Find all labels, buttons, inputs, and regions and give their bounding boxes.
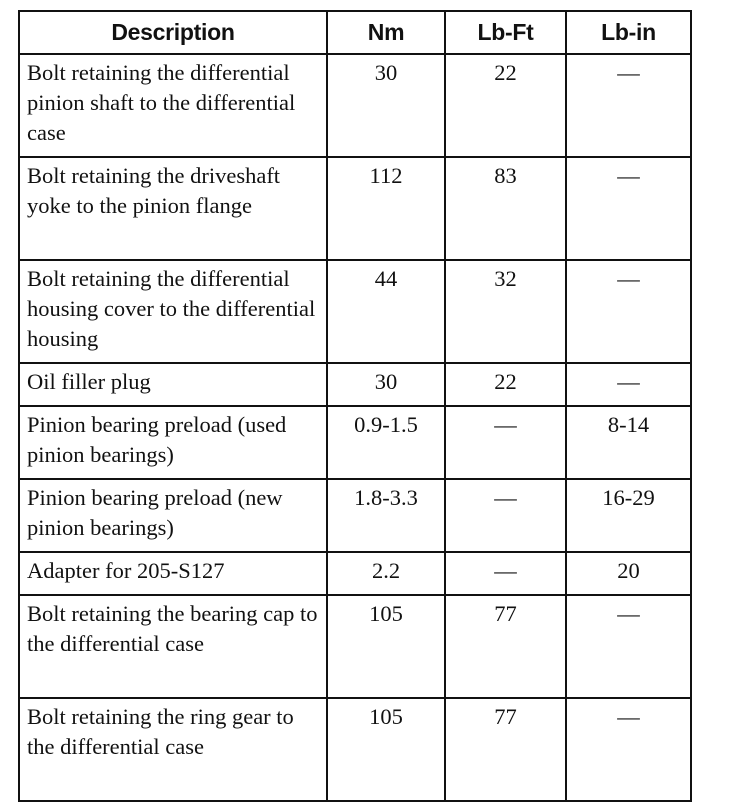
row-nm: 30 [327, 54, 445, 157]
row-lb-in: — [566, 595, 691, 698]
row-nm: 1.8-3.3 [327, 479, 445, 552]
row-lb-ft: 77 [445, 595, 566, 698]
row-description: Adapter for 205-S127 [19, 552, 327, 595]
row-lb-in: — [566, 363, 691, 406]
table-row [19, 552, 691, 595]
table-row [19, 54, 691, 157]
row-lb-ft: 22 [445, 54, 566, 157]
row-lb-ft: — [445, 552, 566, 595]
row-description: Pinion bearing preload (used pinion bearings) [19, 406, 327, 479]
table-row [19, 363, 691, 406]
row-lb-in: — [566, 54, 691, 157]
row-lb-ft: 83 [445, 157, 566, 260]
row-description: Bolt retaining the driveshaft yoke to the pinion flange [19, 157, 327, 260]
row-nm: 0.9-1.5 [327, 406, 445, 479]
header-nm: Nm [327, 11, 445, 54]
table-row [19, 595, 691, 698]
row-nm: 112 [327, 157, 445, 260]
table-row [19, 479, 691, 552]
row-lb-ft: 22 [445, 363, 566, 406]
row-lb-in: — [566, 698, 691, 801]
row-nm: 105 [327, 698, 445, 801]
row-description: Bolt retaining the bearing cap to the differential case [19, 595, 327, 698]
row-description: Oil filler plug [19, 363, 327, 406]
row-lb-ft: 32 [445, 260, 566, 363]
row-lb-ft: — [445, 479, 566, 552]
row-description: Pinion bearing preload (new pinion bearings) [19, 479, 327, 552]
row-description: Bolt retaining the differential pinion shaft to the differential case [19, 54, 327, 157]
row-lb-in: 20 [566, 552, 691, 595]
table-row [19, 406, 691, 479]
row-lb-ft: — [445, 406, 566, 479]
row-lb-ft: 77 [445, 698, 566, 801]
row-lb-in: — [566, 157, 691, 260]
row-nm: 30 [327, 363, 445, 406]
header-lb-ft: Lb-Ft [445, 11, 566, 54]
row-nm: 44 [327, 260, 445, 363]
row-nm: 105 [327, 595, 445, 698]
header-lb-in: Lb-in [566, 11, 691, 54]
row-lb-in: — [566, 260, 691, 363]
header-description: Description [19, 11, 327, 54]
row-nm: 2.2 [327, 552, 445, 595]
table-row [19, 698, 691, 801]
row-lb-in: 8-14 [566, 406, 691, 479]
row-description: Bolt retaining the ring gear to the differential case [19, 698, 327, 801]
row-description: Bolt retaining the differential housing cover to the differential housing [19, 260, 327, 363]
table-row [19, 157, 691, 260]
table-header-row [19, 11, 691, 54]
table-row [19, 260, 691, 363]
torque-spec-table [18, 10, 692, 802]
row-lb-in: 16-29 [566, 479, 691, 552]
